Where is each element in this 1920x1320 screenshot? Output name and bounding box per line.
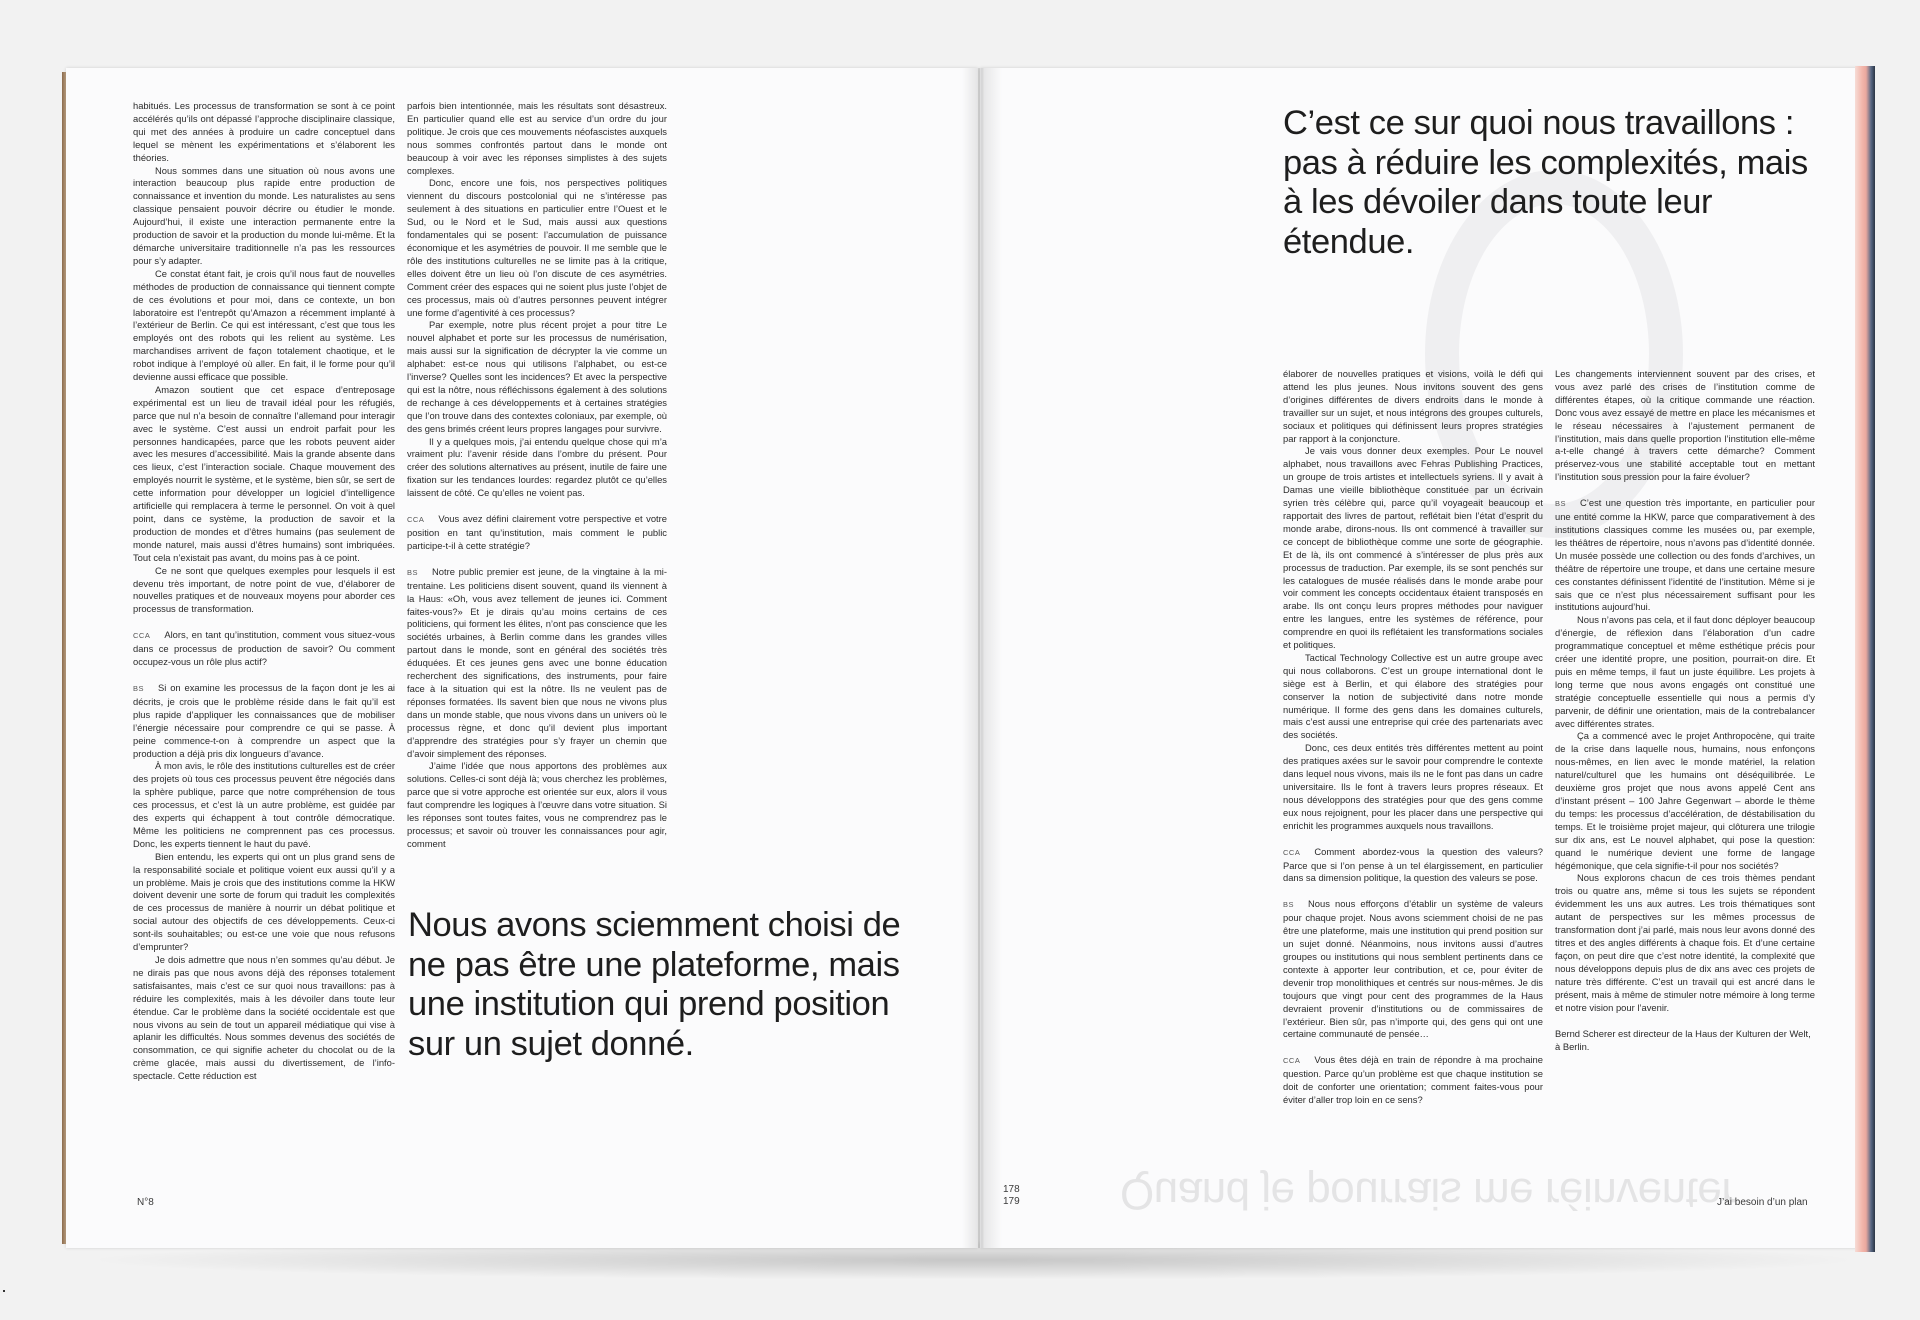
right-pull-quote: C’est ce sur quoi nous travaillons : pas à réduire les complexités, mais à les dévoiler dans toute leur étendue.	[1283, 104, 1808, 261]
interview-question	[133, 629, 395, 669]
interview-question	[407, 513, 667, 553]
body-paragraph: Ce constat étant fait, je crois qu’il nous faut de nouvelles méthodes de production de connaissance qui tiennent compte de ces évolutions et pour moi, dans ce contexte, un bon laboratoire est l’entrepôt qu’Amazon a récemment implanté à l’extérieur de Berlin. Ce qui est intéressant, c’est que tous les employés ont des robots qui les relient au système. Les marchandises arrivent de façon totalement chaotique, et le robot indique à l’employé où aller. En fait, il le forme pour qu’il devienne aussi efficace que possible.	[133, 267, 395, 383]
body-paragraph: habitués. Les processus de transformation se sont à ce point accélérés qu’ils ont dépassé l’approche disciplinaire classique, qui met des années à produire un cadre conceptuel dans lequel se mènent les expérimentations et s’élaborent les théories.	[133, 100, 395, 163]
speaker-label: CCA	[133, 631, 151, 641]
body-paragraph: À mon avis, le rôle des institutions culturelles est de créer des projets où tous ces processus peuvent être négociés dans la sphère publique, parce que notre compréhension de tous ces processus, et c’est là un autre problème, est guidée par des experts qui échappent à tout contrôle démocratique. Même les politiciens ne comprennent pas ces processus. Donc, les experts tiennent le haut du pavé.	[133, 760, 395, 849]
right-folio-numbers	[1003, 1184, 1020, 1208]
body-paragraph: parfois bien intentionnée, mais les résultats sont désastreux. En particulier quand elle est au service d’un ordre du jour politique. Je crois que ces mouvements néofascistes auxquels nous sommes confrontés partout dans le monde ont beaucoup à voir avec les réponses simplistes à des sujets complexes.	[407, 100, 667, 176]
speaker-label: CCA	[407, 515, 425, 525]
body-paragraph: Je vais vous donner deux exemples. Pour Le nouvel alphabet, nous travaillons avec Fehras Publishing Practices, un groupe de trois artistes et intellectuels syriens. Il y avait à Damas une vieille bibliothèque constituée par un écrivain syrien très célèbre qui, parce qu’il voyageait beaucoup et rapportait des livres de partout, reflétait bien l’état d’esprit du monde arabe, dirons-nous. Ils ont commencé à travailler sur ce concept de bibliothèque comme une sorte de géographie. Et de là, ils ont commencé à s’intéresser de plus près aux processus de traduction. Par exemple, ils se sont penchés sur les catalogues de musée réalisés dans le monde arabe pour voir comment les concepts occidentaux étaient transposés en arabe. Ils ont conçu leurs propres méthodes pour naviguer entre les langues, entre les systèmes de référence, pour comprendre en quoi ils reflétaient les transformations sociales et politiques.	[1283, 445, 1543, 651]
body-paragraph: Donc, ces deux entités très différentes mettent au point des pratiques axées sur le savoir pour comprendre le contexte dans lequel nous vivons, mais ils ne le font pas dans un cadre universitaire. Ils le font à travers leurs propres réseaux. Et nous développons des stratégies pour que des gens comme eux nous rejoignent, pour les placer dans une perspective qui enrichit les programmes auxquels nous travaillons.	[1283, 742, 1543, 831]
spine-gutter	[962, 68, 1002, 1248]
body-paragraph: Bien entendu, les experts qui ont un plus grand sens de la responsabilité sociale et politique voient eux aussi qu’il y a un problème. Mais je crois que des institutions comme la HKW doivent devenir une sorte de forum qui traduit les complexités de ces processus de manière à nourrir un débat politique et social autour des objectifs de ces développements. Ceux-ci sont-ils souhaitables; ou est-ce une voie que nous refusons d’emprunter?	[133, 850, 395, 953]
interview-question	[1283, 1054, 1543, 1107]
speaker-label: BS	[407, 567, 419, 577]
body-paragraph: Tactical Technology Collective est un autre groupe avec qui nous collaborons. C’est un groupe international dont le siège est à Berlin, et qui élabore des stratégies pour conserver la notion de subjectivité dans notre monde numérique. Il forme des gens dans les domaines culturels, mais c’est aussi une entreprise qui crée des partenariats avec des sociétés.	[1283, 651, 1543, 741]
speaker-label: BS	[1283, 900, 1295, 910]
interview-question	[133, 682, 395, 760]
folio-page-178: 178	[1003, 1184, 1020, 1195]
question-text: C’est une question très importante, en particulier pour une entité comme la HKW, parce que comparativement à des institutions classiques comme les musées ou, par exemple, les théâtres de répertoire, nous n’avons pas d’identité donnée. Un musée possède une collection ou des fonds d’archives, un théâtre de répertoire une troupe, et dans une certaine mesure ces constantes définissent l’identité de l’institution. Même si je sais que ce n’est plus nécessairement suffisant pour les institutions aujourd’hui.	[1555, 497, 1815, 613]
body-paragraph: Il y a quelques mois, j’ai entendu quelque chose qui m’a vraiment plu: l’avenir réside dans l’ombre du présent. Pour créer des solutions alternatives au présent, inutile de faire une fixation sur les tendances lourdes: regardez plutôt ce qu’elles laissent de côté. Ce qu’elles ne voient pas.	[407, 435, 667, 499]
right-page-edges	[1855, 66, 1875, 1252]
author-bio: Bernd Scherer est directeur de la Haus der Kulturen der Welt, à Berlin.	[1555, 1028, 1811, 1053]
body-paragraph: Les changements interviennent souvent par des crises, et vous avez parlé des crises de l’institution comme de différentes étapes, où la critique commande une réaction. Donc vous avez essayé de mettre en place les mécanismes et le réseau nécessaires à l’ajustement permanent de l’institution, mais dans quelle proportion l’institution elle-même a-t-elle changé à travers cette démarche? Comment préservez-vous une stabilité acceptable tout en mettant l’institution sous pression pour la faire évoluer?	[1555, 368, 1815, 483]
question-text: Alors, en tant qu’institution, comment vous situez-vous dans ce processus de production de savoir? Ou comment occupez-vous un rôle plus actif?	[133, 629, 395, 668]
body-paragraph: Par exemple, notre plus récent projet a pour titre Le nouvel alphabet et porte sur les processus de numérisation, mais aussi sur la signification de décrypter la vie comme un alphabet: est-ce nous qui utilisons l’alphabet, ou est-ce l’inverse? Quelles sont les incidences? Et avec la perspective qui est la nôtre, nous réfléchissons également à des solutions de rechange à ces développements et à certaines stratégies que l’on trouve dans des contextes coloniaux, par exemple, où des gens brimés créent leurs propres langages pour survivre.	[407, 319, 667, 434]
question-text: Notre public premier est jeune, de la vingtaine à la mi-trentaine. Les politiciens disent souvent, quand ils viennent à la Haus: «Oh, vous avez tellement de jeunes ici. Comment faites-vous?» Et je dirais qu’au moins certains de ces politiciens, qui forment les élites, n’ont pas conscience que les sociétés urbaines, à Berlin comme dans les grandes villes partout dans le monde, sont en général des sociétés très éduquées. Et ces jeunes gens avec une bonne éducation recherchent des significations, des instruments, pour faire face à la situation qui est la nôtre. Ils ne veulent pas de réponses formatées. Ils savent bien que nous ne vivons plus dans un monde stable, que nous vivons dans un univers où le processus règne, et donc qu’il devient plus important d’apprendre des stratégies pour s’y frayer un chemin que d’avoir simplement des réponses.	[407, 565, 667, 759]
body-paragraph: Nous n’avons pas cela, et il faut donc déployer beaucoup d’énergie, de réflexion dans l’élaboration d’un cadre programmatique conceptuel et même esthétique précis pour créer une identité propre, une position, pourrait-on dire. Et puis en même temps, il faut un juste équilibre. Les projets à long terme que nous avons engagés ont constitué une stratégie conceptuelle essentielle qui nous a permis d’y parvenir, de définir une orientation, mais de la contrebalancer avec différentes strates.	[1555, 614, 1815, 729]
body-paragraph: Donc, encore une fois, nos perspectives politiques viennent du discours postcolonial qui ne s’intéresse pas seulement à des situations en particulier entre l’Ouest et le Sud, ou le Nord et le Sud, mais aussi aux questions fondamentales qui se posent: l’accumulation de puissance économique et les asymétries de pouvoir. Il me semble que le rôle des institutions culturelles ne se limite pas à la critique, elles doivent être un lieu où l’on discute de ces asymétries. Comment créer des espaces qui ne soient plus juste l’objet de ces processus, mais où d’autres personnes peuvent intégrer une forme d’agentivité à ces processus?	[407, 177, 667, 318]
show-through-text: Quand je pourrais me réinventer	[1120, 1169, 1736, 1218]
body-paragraph: Ça a commencé avec le projet Anthropocène, qui traite de la crise dans laquelle nous, humains, nous enfonçons nous-mêmes, en lien avec le monde matériel, la relation naturel/culturel que les humains ont déséquilibrée. Le deuxième gros projet que nous avons appelé Cent ans d’instant présent – 100 Jahre Gegenwart – aborde le thème du temps: les processus d’accélération, de déstabilisation du temps. Et le troisième projet majeur, qui clôturera une trilogie sur dix ans, est Le nouvel alphabet, qui pose la question: quand le numérique devient une forme de langage hégémonique, que cela signifie-t-il pour nos sociétés?	[1555, 730, 1815, 871]
folio-page-179: 179	[1003, 1196, 1020, 1207]
question-text: Vous avez défini clairement votre perspective et votre position en tant qu’institution, mais comment le public participe-t-il à cette stratégie?	[407, 513, 667, 551]
body-paragraph: Je dois admettre que nous n’en sommes qu’au début. Je ne dirais pas que nous avons déjà des réponses totalement satisfaisantes, mais c’est ce sur quoi nous travaillons: pas à réduire les complexités, mais à les dévoiler dans toute leur étendue. Car le problème dans la société occidentale est que nous vivons au sein de tout un appareil médiatique qui vise à aplanir les difficultés. Nous sommes devenus des sociétés de consommation, ce qui signifie acheter du chocolat ou de la crème glacée, mais aussi du divertissement, de l’info-spectacle. Cette réduction est	[133, 954, 395, 1082]
question-text: Si on examine les processus de la façon dont je les ai décrits, je crois que le problème réside dans le fait qu’il est plus rapide d’appliquer les connaissances que de mobiliser l’énergie nécessaire pour comprendre ce qui se passe. À peine commence-t-on à comprendre un aspect que la production a déjà pris dix longueurs d’avance.	[133, 681, 395, 759]
body-paragraph: Amazon soutient que cet espace d’entreposage expérimental est un lieu de travail idéal pour les réfugiés, parce que nul n’a besoin de connaître l’allemand pour interagir avec le système. C’est aussi un endroit parfait pour les personnes handicapées, parce que les robots peuvent aider avec les mesures d’accessibilité. Mais la grande absente dans ces lieux, c’est l’interaction sociale. Chaque mouvement des employés nourrit le système, et le système, bien sûr, se sert de cette information pour développer un logiciel d’intelligence artificielle qui remplacera à terme le personnel. On voit à quel point, dans ce système, la production de savoir et la production de mondes et d’êtres humains (pas seulement de monde naturel, mais aussi d’êtres humains) sont imbriquées. Tout cela n’existait pas avant, du moins pas à ce point.	[133, 383, 395, 563]
left-column-2	[407, 100, 667, 851]
left-column-1	[133, 100, 395, 1083]
question-text: Nous nous efforçons d’établir un système de valeurs pour chaque projet. Nous avons sciemment choisi de ne pas être une plateforme, mais une institution qui prend position sur un sujet donné. Néanmoins, nous invitons aussi d’autres groupes ou institutions qui nous semblent pertinents dans ce contexte à apporter leur contribution, et ce, pour éviter de devenir trop monolithiques et centrés sur nous-mêmes. Je dis toujours que vingt pour cent des programmes de la Haus devraient provenir d’institutions ou de commissaires de l’extérieur. Bien sûr, pas n’importe qui, des gens qui ont une certaine communauté de pensée…	[1283, 898, 1543, 1040]
question-text: Comment abordez-vous la question des valeurs? Parce que si l’on pense à un tel élargissement, en particulier dans sa dimension politique, la question des valeurs se pose.	[1283, 845, 1543, 884]
speaker-label: BS	[1555, 499, 1567, 509]
speaker-label: CCA	[1283, 847, 1301, 857]
interview-question	[1555, 497, 1815, 614]
left-pull-quote: Nous avons sciemment choisi de ne pas être une plateforme, mais une institution qui prend position sur un sujet donné.	[408, 906, 901, 1063]
interview-question	[1283, 846, 1543, 886]
running-title: J’ai besoin d’un plan	[1717, 1197, 1808, 1208]
interview-question	[1283, 898, 1543, 1041]
right-column-1	[1283, 368, 1543, 1107]
speaker-label: CCA	[1283, 1056, 1301, 1066]
speaker-label: BS	[133, 683, 145, 693]
interview-question	[407, 566, 667, 761]
right-column-2	[1555, 368, 1815, 1054]
left-folio: N°8	[137, 1197, 154, 1208]
body-paragraph: Nous sommes dans une situation où nous avons une interaction beaucoup plus rapide entre production de connaissance et invention du monde. Les naturalistes au sens classique pensaient pouvoir décrire ou étudier le monde. Aujourd’hui, il existe une interaction permanente entre la production de savoir et la production du monde lui-même. Et la démarche universitaire traditionnelle n’a pas les ressources pour s’y adapter.	[133, 164, 395, 266]
body-paragraph: J’aime l’idée que nous apportons des problèmes aux solutions. Celles-ci sont déjà là; vous cherchez les problèmes, parce que si votre approche est orientée sur eux, alors il vous faut comprendre les logiques à l’œuvre dans votre situation. Si les réponses sont toutes faites, vous ne comprendrez pas le processus; et savoir où trouver les connaissances pour agir, comment	[407, 760, 667, 849]
body-paragraph: Ce ne sont que quelques exemples pour lesquels il est devenu très important, de notre point de vue, d’élaborer de nouvelles pratiques et de nouveaux moyens pour aborder ces processus de transformation.	[133, 564, 395, 615]
body-paragraph: élaborer de nouvelles pratiques et visions, voilà le défi qui attend les plus jeunes. Nous invitons souvent des gens d’origines différentes de divers endroits dans le monde à travailler sur un sujet, et nous intégrons des groupes culturels, sociaux et politiques qui définissent leurs propres stratégies par rapport à la conjoncture.	[1283, 368, 1543, 444]
question-text: Vous êtes déjà en train de répondre à ma prochaine question. Parce qu’un problème est que chaque institution se doit de conforter une orientation; comment faites-vous pour éviter d’aller trop loin en ce sens?	[1283, 1054, 1543, 1106]
body-paragraph: Nous explorons chacun de ces trois thèmes pendant trois ou quatre ans, même si tous les sujets se répondent évidemment les uns aux autres. Les trois thématiques sont autant de perspectives sur les mêmes processus de transformation dont j’ai parlé, mais nous leur avons donné des titres et des angles différents à chaque fois. Et d’une certaine façon, on peut dire que c’est notre identité, la complexité que nous développons depuis plus de dix ans avec ces projets de nature très différente. C’est un travail qui est ancré dans le présent, mais à même de stimuler notre mémoire à long terme et notre vision pour l’avenir.	[1555, 872, 1815, 1013]
